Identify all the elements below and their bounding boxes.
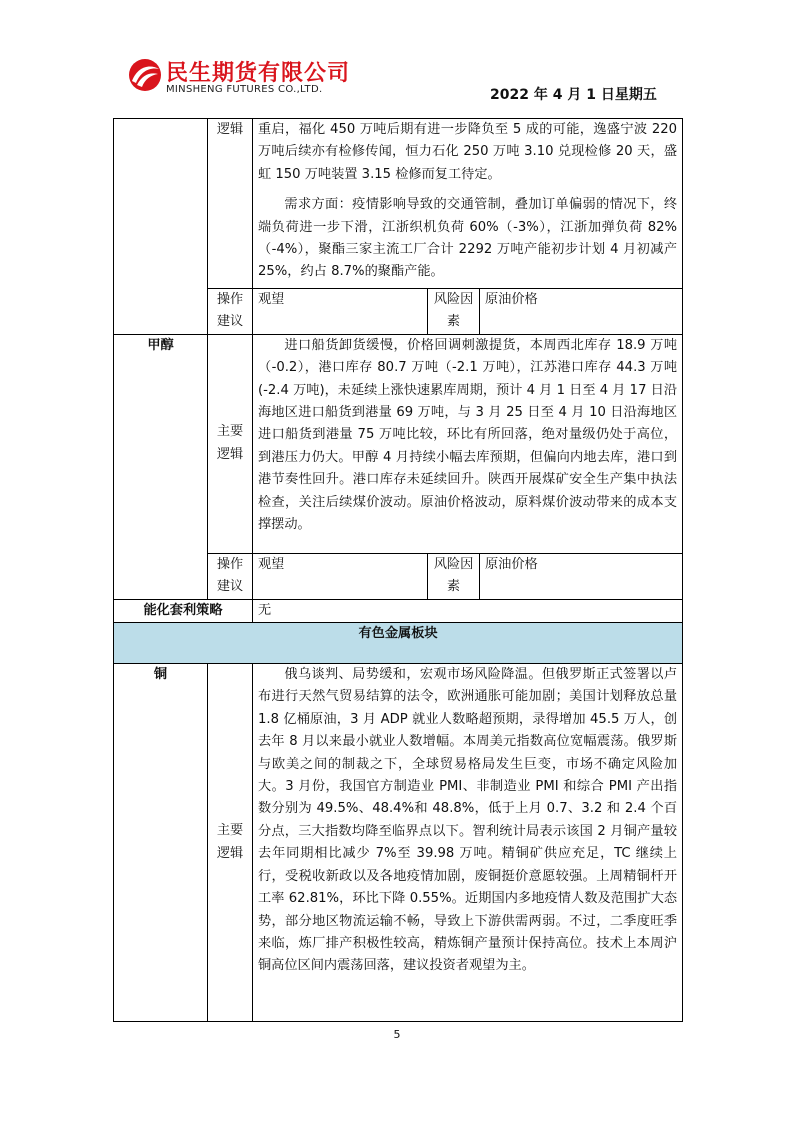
copper-category: 铜 — [114, 664, 208, 1022]
ops-label: 操作建议 — [208, 289, 253, 335]
minsheng-logo-icon — [128, 58, 162, 92]
supply-paragraph: 重启，福化 450 万吨后期有进一步降负至 5 成的可能，逸盛宁波 220 万吨后续亦有检修传闻，恒力石化 250 万吨 3.10 兑现检修 20 天，盛虹 150 万吨装置 3.15 检修而复工待定。 — [258, 122, 678, 182]
arbitrage-value: 无 — [253, 599, 683, 622]
arbitrage-label: 能化套利策略 — [114, 599, 253, 622]
company-name-cn: 民生期货有限公司 — [166, 61, 351, 86]
risk-label: 风险因素 — [428, 553, 480, 599]
demand-paragraph: 需求方面：疫情影响导致的交通管制，叠加订单偏弱的情况下，终端负荷进一步下滑，江浙织机负荷 60%（-3%），江浙加弹负荷 82%（-4%），聚酯三家主流工厂合计 2292 万吨产能初步计划 4 月初减产 25%，约占 8.7%的聚酯产能。 — [258, 197, 678, 280]
risk-label: 风险因素 — [428, 289, 480, 335]
logic-label: 逻辑 — [208, 119, 253, 289]
pta-category-cell — [114, 119, 208, 335]
ops-label: 操作建议 — [208, 553, 253, 599]
risk-value: 原油价格 — [480, 553, 683, 599]
methanol-category: 甲醇 — [114, 334, 208, 599]
section-row — [114, 623, 683, 664]
methanol-logic-row — [114, 334, 683, 553]
report-table — [113, 118, 683, 1022]
copper-logic-row — [114, 664, 683, 1022]
logic-label: 主要逻辑 — [208, 664, 253, 1022]
pta-logic-row — [114, 119, 683, 289]
copper-logic-text: 俄乌谈判、局势缓和，宏观市场风险降温。但俄罗斯正式签署以卢布进行天然气贸易结算的法令，欧洲通胀可能加剧；美国计划释放总量 1.8 亿桶原油，3 月 ADP 就业人数略超预期，录得增加 45.5 万人，创去年 8 月以来最小就业人数增幅。本周美元指数高位宽幅震荡。俄罗斯与欧美之间的制裁之下，全球贸易格局发生巨变，市场不确定风险加大。3 月份，我国官方制造业 PMI、非制造业 PMI 和综合 PMI 产出指数分别为 49.5%、48.4%和 48.8%，低于上月 0.7、3.2 和 2.4 个百分点，三大指数均降至临界点以下。智利统计局表示该国 2 月铜产量较去年同期相比减少 7%至 39.98 万吨。精铜矿供应充足，TC 继续上行，受税收新政以及各地疫情加剧，废铜挺价意愿较强。上周精铜杆开工率 62.81%，环比下降 0.55%。近期国内多地疫情人数及范围扩大态势，部分地区物流运输不畅，导致上下游供需两弱。不过，二季度旺季来临，炼厂排产积极性较高，精炼铜产量预计保持高位。技术上本周沪铜高位区间内震荡回落，建议投资者观望为主。 — [258, 667, 678, 974]
report-date: 2022 年 4 月 1 日星期五 — [490, 87, 657, 103]
methanol-logic-content — [253, 334, 683, 553]
ops-value: 观望 — [253, 553, 428, 599]
page-header — [0, 0, 794, 118]
arbitrage-row — [114, 599, 683, 622]
company-name-en: MINSHENG FUTURES CO.,LTD. — [166, 84, 323, 95]
section-title: 有色金属板块 — [114, 623, 683, 664]
copper-logic-content — [253, 664, 683, 1022]
methanol-logic-text: 进口船货卸货缓慢，价格回调刺激提货，本周西北库存 18.9 万吨（-0.2），港口库存 80.7 万吨（-2.1 万吨），江苏港口库存 44.3 万吨(-2.4 万吨)，未延续上涨快速累库周期，预计 4 月 1 日至 4 月 17 日沿海地区进口船货到港量 69 万吨，与 3 月 25 日至 4 月 10 日沿海地区进口船货到港量 75 万吨比较，环比有所回落，绝对量级仍处于高位，到港压力仍大。甲醇 4 月持续小幅去库预期，但偏向内地去库，港口到港节奏性回升。港口库存未延续回升。陕西开展煤矿安全生产集中执法检查，关注后续煤价波动。原油价格波动，原料煤价波动带来的成本支撑摆动。 — [258, 337, 678, 533]
risk-value: 原油价格 — [480, 289, 683, 335]
pta-logic-content — [253, 119, 683, 289]
page-number: 5 — [393, 1028, 401, 1041]
ops-value: 观望 — [253, 289, 428, 335]
logic-label: 主要逻辑 — [208, 334, 253, 553]
